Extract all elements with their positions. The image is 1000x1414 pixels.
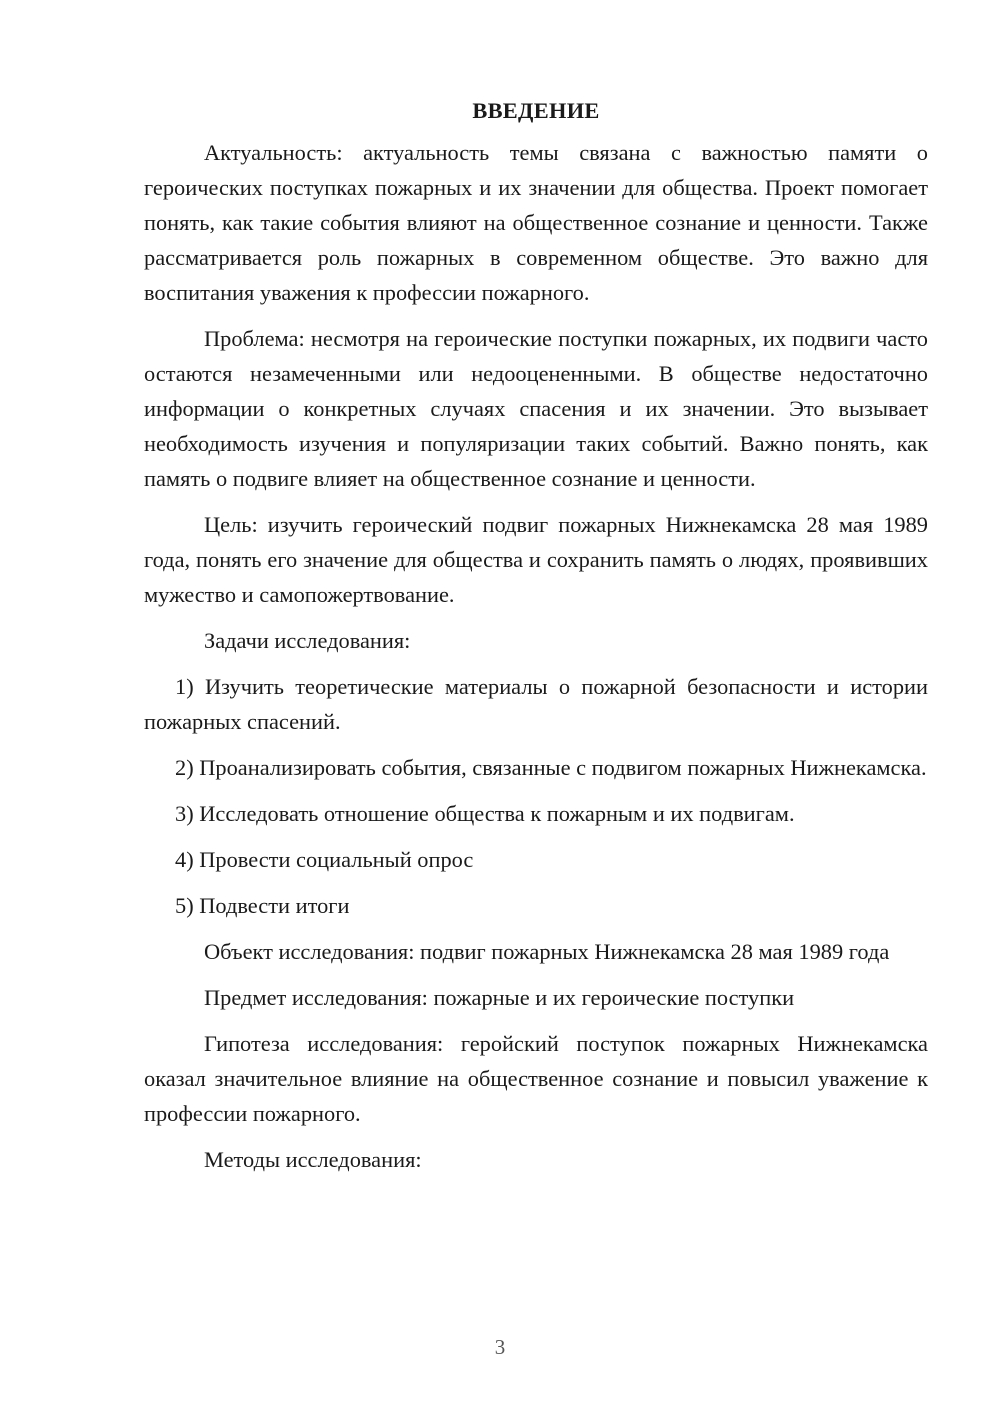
task-item-5: 5) Подвести итоги [175, 893, 350, 918]
task-item-2: 2) Проанализировать события, связанные с подвигом пожарных Нижнекамска. [175, 755, 927, 780]
page-content [144, 93, 928, 1188]
paragraph-hypothesis: Гипотеза исследования: геройский поступок пожарных Нижнекамска оказал значительное влияние на общественное сознание и повысил уважение к профессии пожарного. [144, 1031, 928, 1126]
paragraph-problem: Проблема: несмотря на героические поступки пожарных, их подвиги часто остаются незамеченными или недооцененными. В обществе недостаточно информации о конкретных случаях спасения и их значении. Это вызывает необходимость изучения и популяризации таких событий. Важно понять, как память о подвиге влияет на общественное сознание и ценности. [144, 326, 928, 491]
tasks-heading: Задачи исследования: [204, 628, 411, 653]
page-number: 3 [494, 1335, 506, 1359]
paragraph-relevance: Актуальность: актуальность темы связана с важностью памяти о героических поступках пожарных и их значении для общества. Проект помогает понять, как такие события влияют на общественное сознание и ценности. Также рассматривается роль пожарных в современном обществе. Это важно для воспитания уважения к профессии пожарного. [144, 140, 928, 305]
paragraph-subject: Предмет исследования: пожарные и их героические поступки [204, 985, 795, 1010]
task-item-1: 1) Изучить теоретические материалы о пожарной безопасности и истории пожарных спасений. [144, 674, 928, 734]
paragraph-goal: Цель: изучить героический подвиг пожарных Нижнекамска 28 мая 1989 года, понять его значение для общества и сохранить память о людях, проявивших мужество и самопожертвование. [144, 512, 928, 607]
paragraph-object: Объект исследования: подвиг пожарных Нижнекамска 28 мая 1989 года [204, 939, 890, 964]
task-item-4: 4) Провести социальный опрос [175, 847, 474, 872]
section-title: ВВЕДЕНИЕ [472, 98, 600, 123]
methods-heading: Методы исследования: [204, 1147, 422, 1172]
task-item-3: 3) Исследовать отношение общества к пожарным и их подвигам. [175, 801, 795, 826]
